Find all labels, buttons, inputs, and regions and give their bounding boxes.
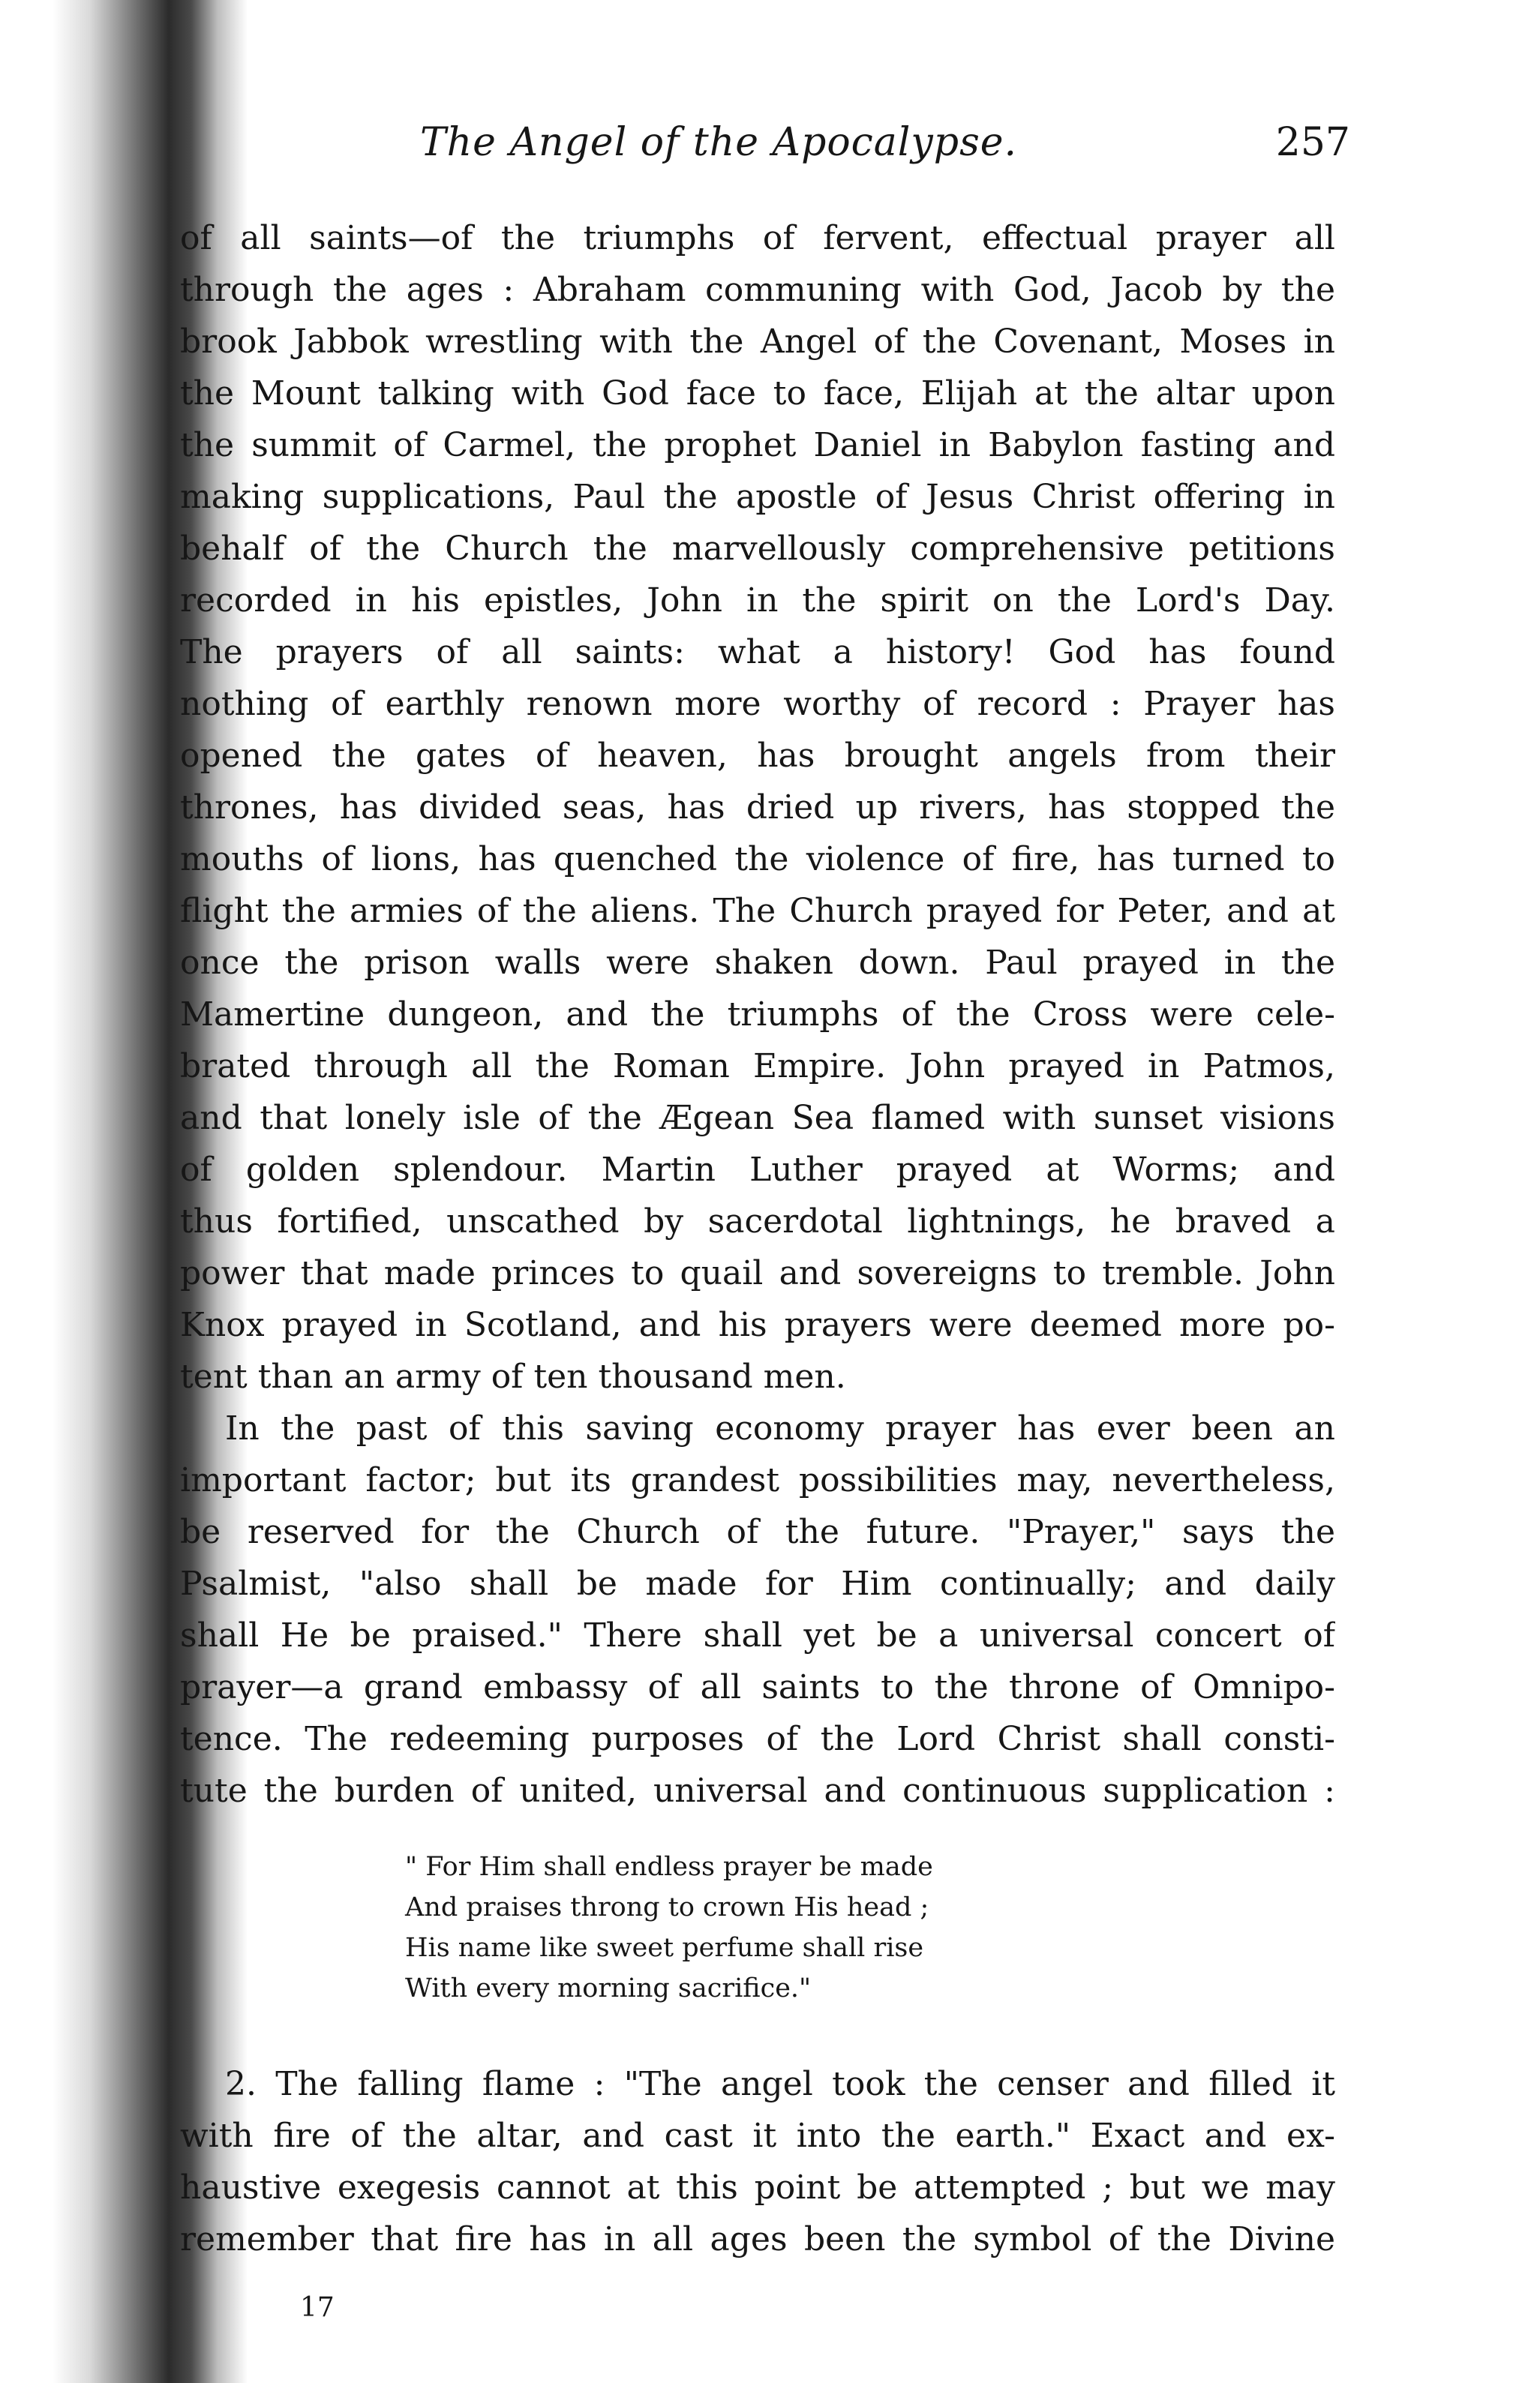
signature-mark: 17	[300, 2292, 335, 2323]
text-line: the summit of Carmel, the prophet Daniel in Babylon fasting and	[180, 426, 1335, 464]
text-line: opened the gates of heaven, has brought angels from their	[180, 737, 1335, 775]
text-line: Psalmist, "also shall be made for Him continually; and daily	[180, 1565, 1335, 1603]
text-line: making supplications, Paul the apostle of Jesus Christ offering in	[180, 478, 1335, 516]
text-line: important factor; but its grandest possibilities may, nevertheless,	[180, 1461, 1335, 1499]
text-line: be reserved for the Church of the future. "Prayer," says the	[180, 1513, 1335, 1551]
verse-line: " For Him shall endless prayer be made	[405, 1852, 933, 1882]
text-line: In the past of this saving economy prayer has ever been an	[225, 1409, 1335, 1448]
text-line: behalf of the Church the marvellously comprehensive petitions	[180, 530, 1335, 568]
text-line: nothing of earthly renown more worthy of record : Prayer has	[180, 685, 1335, 723]
text-line: haustive exegesis cannot at this point be attempted ; but we may	[180, 2168, 1335, 2207]
text-line: 2. The falling flame : "The angel took the censer and filled it	[225, 2065, 1335, 2103]
running-title: The Angel of the Apocalypse.	[420, 120, 1018, 165]
verse-line: And praises throng to crown His head ;	[405, 1892, 929, 1922]
text-line: recorded in his epistles, John in the spirit on the Lord's Day.	[180, 581, 1335, 620]
text-line: of golden splendour. Martin Luther prayed at Worms; and	[180, 1151, 1335, 1189]
verse-line: With every morning sacrifice."	[405, 1973, 812, 2003]
text-line: tute the burden of united, universal and continuous supplication :	[180, 1772, 1335, 1810]
text-line: mouths of lions, has quenched the violence of fire, has turned to	[180, 840, 1335, 878]
running-head	[420, 113, 1350, 173]
text-line: once the prison walls were shaken down. Paul prayed in the	[180, 944, 1335, 982]
text-line: Knox prayed in Scotland, and his prayers were deemed more po-	[180, 1306, 1335, 1344]
text-line: thus fortified, unscathed by sacerdotal lightnings, he braved a	[180, 1202, 1335, 1241]
text-line: of all saints—of the triumphs of fervent, effectual prayer all	[180, 219, 1335, 257]
text-line: brated through all the Roman Empire. John prayed in Patmos,	[180, 1047, 1335, 1085]
text-line: remember that fire has in all ages been the symbol of the Divine	[180, 2220, 1335, 2258]
text-line: tent than an army of ten thousand men.	[180, 1358, 846, 1396]
text-line: The prayers of all saints: what a history! God has found	[180, 633, 1335, 671]
text-line: with fire of the altar, and cast it into the earth." Exact and ex-	[180, 2117, 1335, 2155]
text-line: brook Jabbok wrestling with the Angel of the Covenant, Moses in	[180, 323, 1335, 361]
text-line: through the ages : Abraham communing with God, Jacob by the	[180, 271, 1335, 309]
text-line: Mamertine dungeon, and the triumphs of the Cross were cele-	[180, 995, 1335, 1034]
text-line: and that lonely isle of the Ægean Sea flamed with sunset visions	[180, 1099, 1335, 1137]
text-line: tence. The redeeming purposes of the Lord Christ shall consti-	[180, 1720, 1335, 1758]
text-line: power that made princes to quail and sovereigns to tremble. John	[180, 1254, 1335, 1292]
text-line: shall He be praised." There shall yet be a universal concert of	[180, 1616, 1335, 1655]
page-number: 257	[1275, 120, 1350, 165]
text-line: the Mount talking with God face to face, Elijah at the altar upon	[180, 374, 1335, 413]
verse-line: His name like sweet perfume shall rise	[405, 1933, 924, 1963]
text-line: flight the armies of the aliens. The Church prayed for Peter, and at	[180, 892, 1335, 930]
text-line: thrones, has divided seas, has dried up rivers, has stopped the	[180, 788, 1335, 827]
text-line: prayer—a grand embassy of all saints to the throne of Omnipo-	[180, 1668, 1335, 1706]
